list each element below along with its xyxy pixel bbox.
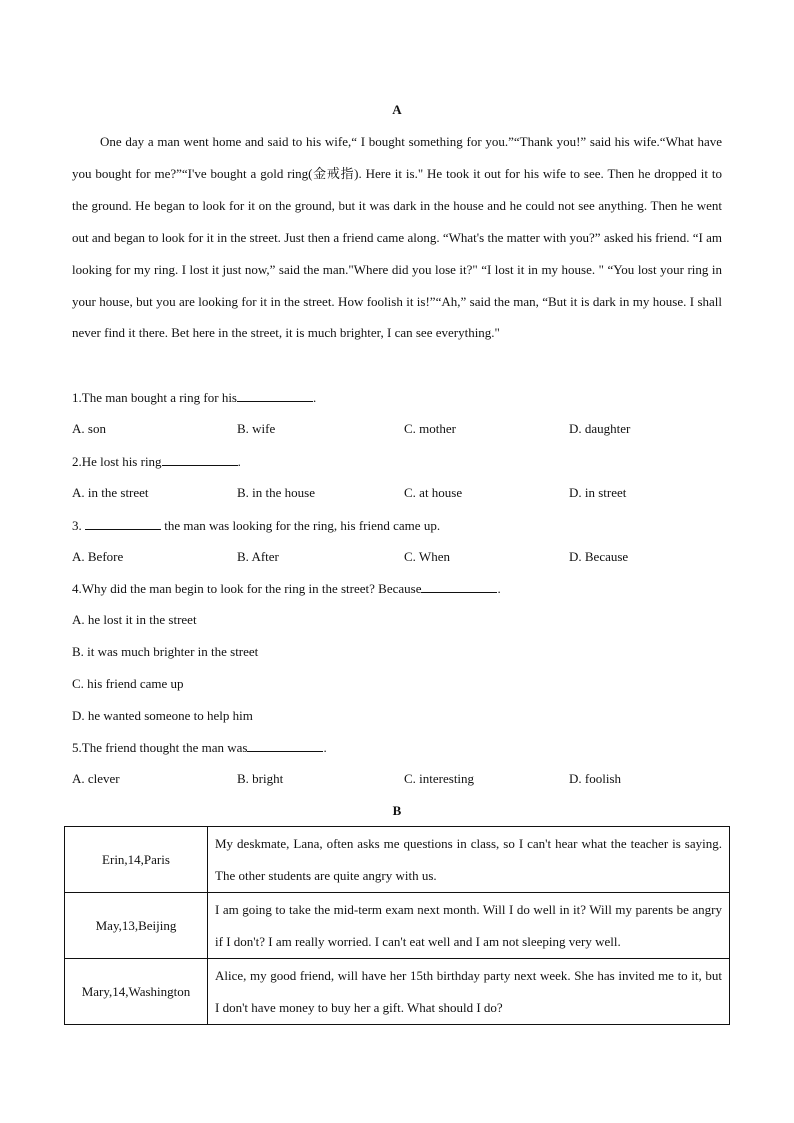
writer-cell: May,13,Beijing (65, 893, 208, 959)
writer-cell: Mary,14,Washington (65, 959, 208, 1025)
writer-cell: Erin,14,Paris (65, 827, 208, 893)
question-1-stem: 1.The man bought a ring for his (72, 390, 237, 405)
answer-blank[interactable] (237, 389, 313, 402)
question-4: 4.Why did the man begin to look for the ring in the street? Because . (72, 581, 501, 596)
message-cell: My deskmate, Lana, often asks me questions in class, so I can't hear what the teacher is saying. The other students are quite angry with us. (208, 827, 730, 893)
option-5d: D. foolish (569, 771, 621, 786)
option-2d: D. in street (569, 485, 627, 500)
option-1b: B. wife (237, 421, 276, 436)
option-4c: C. his friend came up (72, 676, 184, 691)
question-2: 2.He lost his ring . (72, 454, 241, 469)
section-b-heading: B (392, 803, 402, 818)
question-3: 3. the man was looking for the ring, his friend came up. (72, 518, 441, 533)
message-cell: I am going to take the mid-term exam next month. Will I do well in it? Will my parents be angry if I don't? I am really worried. I can't eat well and I am not sleeping very well. (208, 893, 730, 959)
question-3-stem: 3. (72, 518, 85, 533)
question-5: 5.The friend thought the man was . (72, 740, 327, 755)
passage-text: One day a man went home and said to his wife,“ I bought something for you.”“Thank you!” said his wife.“What have you bought for me?”“I've bought a gold ring(金戒指). Here it is." He took it out for his wife to see. Then he dropped it to the ground. He began to look for it on the ground, but it was dark in the house and he could not see anything. Then he went out and began to look for it in the street. Just then a friend came along. “What's the matter with you?” asked his friend. “I am looking for my ring. I lost it just now,” said the man."Where did you lose it?" “I lost it in my house. " “You lost your ring in your house, but you are looking for it in the street. How foolish it is!”“Ah,” said the man, “But it is dark in my house. I shall never find it there. Bet here in the street, it is much brighter, I can see everything." (72, 134, 722, 341)
option-1a: A. son (72, 421, 106, 436)
answer-blank[interactable] (162, 453, 238, 466)
table-row (65, 959, 730, 1025)
section-a-heading: A (392, 102, 402, 117)
letters-table (64, 826, 730, 1025)
question-4-stem: 4.Why did the man begin to look for the ring in the street? Because (72, 581, 422, 596)
option-1c: C. mother (404, 421, 456, 436)
option-4b: B. it was much brighter in the street (72, 644, 259, 659)
option-3b: B. After (237, 549, 279, 564)
question-2-stem: 2.He lost his ring (72, 454, 162, 469)
answer-blank[interactable] (421, 580, 497, 593)
option-2c: C. at house (404, 485, 463, 500)
message-cell: Alice, my good friend, will have her 15th birthday party next week. She has invited me to it, but I don't have money to buy her a gift. What should I do? (208, 959, 730, 1025)
option-4a: A. he lost it in the street (72, 612, 197, 627)
option-3d: D. Because (569, 549, 629, 564)
option-2b: B. in the house (237, 485, 315, 500)
table-row (65, 893, 730, 959)
option-4d: D. he wanted someone to help him (72, 708, 253, 723)
table-row (65, 827, 730, 893)
option-5c: C. interesting (404, 771, 475, 786)
answer-blank[interactable] (85, 517, 161, 530)
question-5-stem: 5.The friend thought the man was (72, 740, 248, 755)
question-1: 1.The man bought a ring for his . (72, 390, 317, 405)
option-5b: B. bright (237, 771, 284, 786)
answer-blank[interactable] (247, 739, 323, 752)
option-2a: A. in the street (72, 485, 149, 500)
option-5a: A. clever (72, 771, 120, 786)
option-1d: D. daughter (569, 421, 631, 436)
option-3a: A. Before (72, 549, 124, 564)
option-3c: C. When (404, 549, 450, 564)
